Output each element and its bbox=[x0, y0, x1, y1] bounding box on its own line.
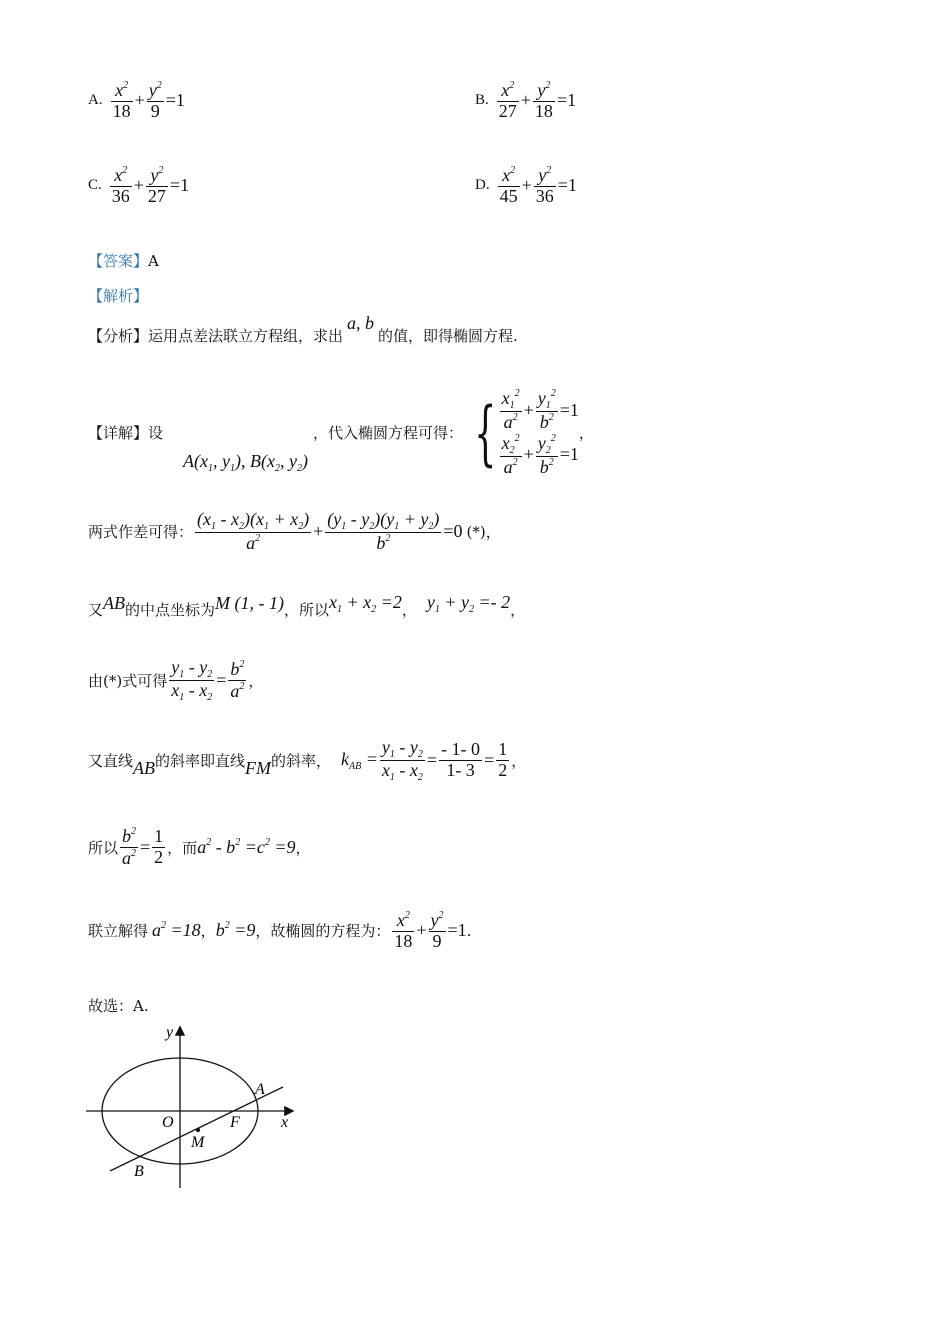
option-c-label: C. bbox=[88, 177, 102, 194]
star-line: 由(*)式可得 $\frac{y_1 - y_2}{x_1 - x_2}$ = $\frac{b^2}{a^2}$ ， bbox=[88, 657, 264, 703]
answer-tag: 【答案】 bbox=[88, 252, 149, 270]
solve-line: 联立解得 $a^2 =18$ ， $b^2 =9$ ，故椭圆的方程为： $\frac{x^2}{18}$ + $\frac{y^2}{9}$ =1 . bbox=[88, 910, 472, 951]
label-b: B bbox=[134, 1163, 144, 1180]
label-m: M bbox=[191, 1134, 205, 1151]
label-a: A bbox=[255, 1081, 265, 1098]
so-line: 所以 $\frac{b^2}{a^2}$ = $\frac{1}{2}$ ，而 $a^2 - b^2 =c^2 =9$ ， bbox=[88, 826, 311, 868]
midpoint-line: 又 AB 的中点坐标为 M (1, - 1) ，所以 $x_1 + x_2 =2$ ， $y_1 + y_2 =- 2$ ， bbox=[88, 592, 526, 619]
option-d-label: D. bbox=[475, 177, 490, 194]
diff-line: 两式作差可得： $\frac{(x_1 - x_2)(x_1 + x_2)}{a^2}$ + $\frac{(y_1 - y_2)(y_1 + y_2)}{b^2}$ =0 (*)， bbox=[88, 509, 501, 553]
answer-value: A bbox=[148, 251, 159, 270]
label-y: y bbox=[166, 1024, 174, 1041]
answer-line bbox=[88, 250, 159, 271]
label-x: x bbox=[281, 1114, 289, 1131]
label-f: F bbox=[230, 1114, 240, 1131]
slope-line: 又直线 AB 的斜率即直线 FM 的斜率， $k_{AB}$ = $\frac{y_1 - y_2}{x_1 - x_2}$ = $\frac{- 1- 0}{1- 3}$ = $\frac{1}{2}$ ， bbox=[88, 737, 527, 783]
option-c: C. $\frac{x^2}{36}$ + $\frac{y^2}{27}$ =1 bbox=[88, 165, 190, 206]
option-b-label: B. bbox=[475, 92, 489, 109]
option-b: B. $\frac{x^2}{27}$ + $\frac{y^2}{18}$ =1 bbox=[475, 80, 577, 121]
fenxi-line: 【分析】 运用点差法联立方程组，求出 a, b 的值，即得椭圆方程. bbox=[88, 313, 518, 345]
pick-line: 故选：A. bbox=[88, 997, 149, 1015]
point-m bbox=[196, 1128, 200, 1132]
analysis-tag: 【解析】 bbox=[88, 287, 149, 305]
ellipse-figure bbox=[80, 1020, 310, 1195]
option-a: A. $\frac{x^2}{18}$ + $\frac{y^2}{9}$ =1 bbox=[88, 80, 185, 121]
option-a-frac1: $\frac{x^2}{18}$ bbox=[112, 80, 131, 121]
label-o: O bbox=[162, 1114, 174, 1131]
option-a-label: A. bbox=[88, 92, 103, 109]
option-d: D. $\frac{x^2}{45}$ + $\frac{y^2}{36}$ =1 bbox=[475, 165, 577, 206]
detail-line: 【详解】 设 $A(x_1$, $y_1$), $B(x_2$, $y_2$) ，代入椭圆方程可得： { $\frac{x_1^2}{a^2}$ + $\frac{y_1^2}{b^2}$ =1 $\frac{x_2^2}{a^2}$ + $\frac{y_2^2}{b^2}$ =1 ， bbox=[88, 387, 594, 477]
option-a-frac2: $\frac{y^2}{9}$ bbox=[148, 80, 162, 121]
